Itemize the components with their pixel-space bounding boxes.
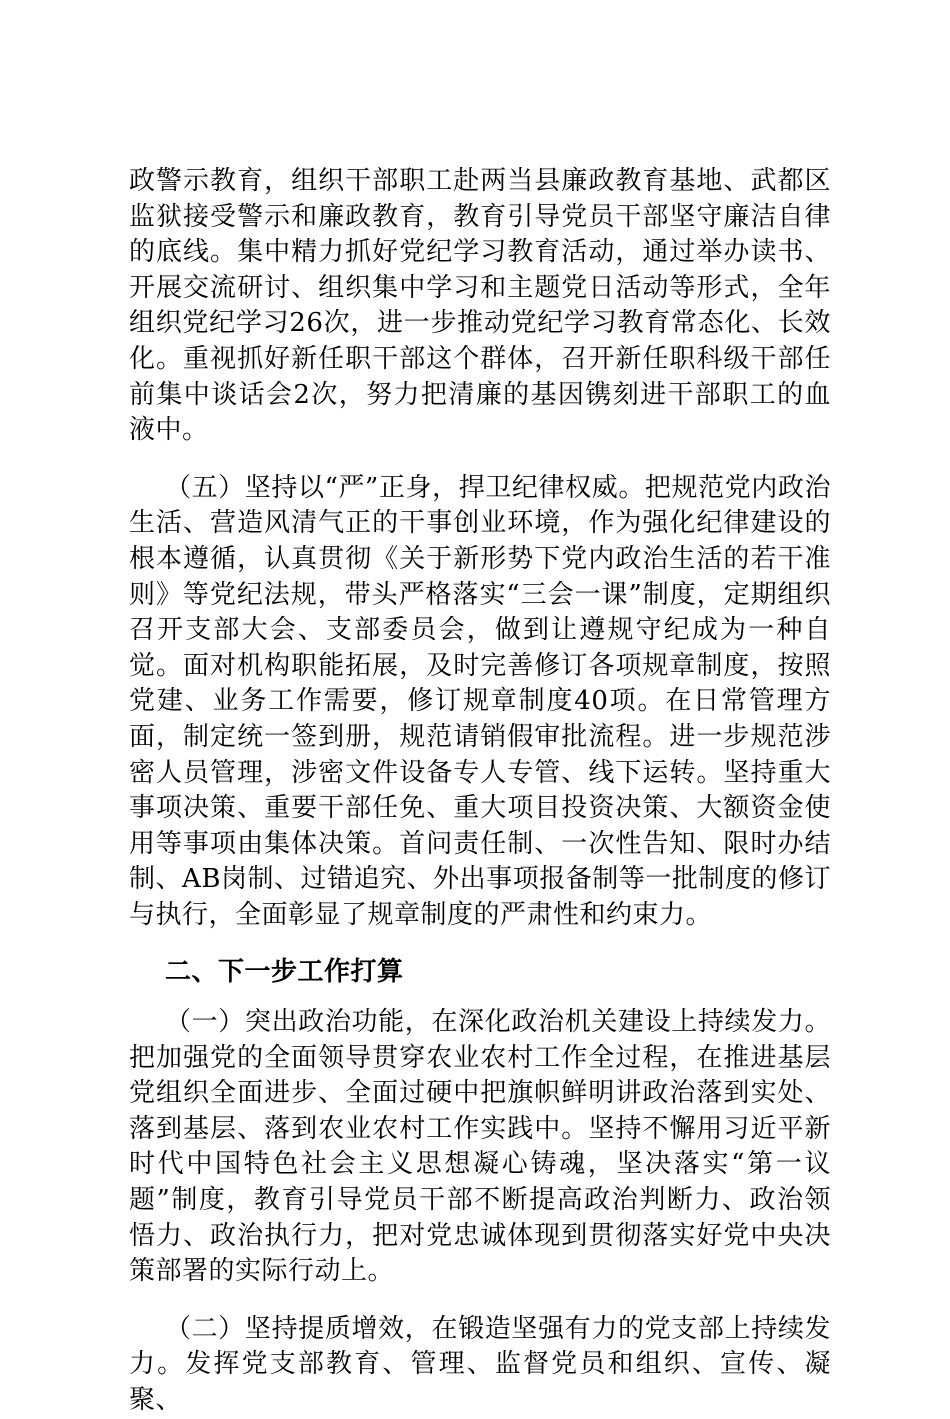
paragraph-discipline-authority: （五）坚持以“严”正身，捍卫纪律权威。把规范党内政治生活、营造风清气正的干事创业环境，作为强化纪律建设的根本遵循，认真贯彻《关于新形势下党内政治生活的若干准则》等党纪法规，带头严格落实“三会一课”制度，定期组织召开支部大会、支部委员会，做到让遵规守纪成为一种自觉。面对机构职能拓展，及时完善修订各项规章制度，按照党建、业务工作需要，修订规章制度40项。在日常管理方面，制定统一签到册，规范请销假审批流程。进一步规范涉密人员管理，涉密文件设备专人专管、线下运转。坚持重大事项决策、重要干部任免、重大项目投资决策、大额资金使用等事项由集体决策。首问责任制、一次性告知、限时办结制、AB岗制、过错追究、外出事项报备制等一批制度的修订与执行，全面彰显了规章制度的严肃性和约束力。	[129, 472, 831, 930]
paragraph-gap	[129, 933, 831, 955]
paragraph-warning-education: 政警示教育，组织干部职工赴两当县廉政教育基地、武都区监狱接受警示和廉政教育，教育引导党员干部坚守廉洁自律的底线。集中精力抓好党纪学习教育活动，通过举办读书、开展交流研讨、组织集中学习和主题党日活动等形式，全年组织党纪学习26次，进一步推动党纪学习教育常态化、长效化。重视抓好新任职干部这个群体，召开新任职科级干部任前集中谈话会2次，努力把清廉的基因镌刻进干部职工的血液中。	[129, 166, 831, 446]
paragraph-gap	[129, 1290, 831, 1312]
paragraph-political-function: （一）突出政治功能，在深化政治机关建设上持续发力。把加强党的全面领导贯穿农业农村工作全过程，在推进基层党组织全面进步、全面过硬中把旗帜鲜明讲政治落到实处、落到基层、落到农业农村工作实践中。坚持不懈用习近平新时代中国特色社会主义思想凝心铸魂，坚决落实“第一议题”制度，教育引导党员干部不断提高政治判断力、政治领悟力、政治执行力，把对党忠诚体现到贯彻落实好党中央决策部署的实际行动上。	[129, 1007, 831, 1287]
paragraph-gap	[129, 449, 831, 471]
paragraph-quality-efficiency: （二）坚持提质增效，在锻造坚强有力的党支部上持续发力。发挥党支部教育、管理、监督党员和组织、宣传、凝聚、	[129, 1313, 831, 1415]
paragraph-gap	[129, 991, 831, 1005]
section-heading-next-steps: 二、下一步工作打算	[165, 957, 404, 988]
document-page	[129, 164, 831, 1419]
